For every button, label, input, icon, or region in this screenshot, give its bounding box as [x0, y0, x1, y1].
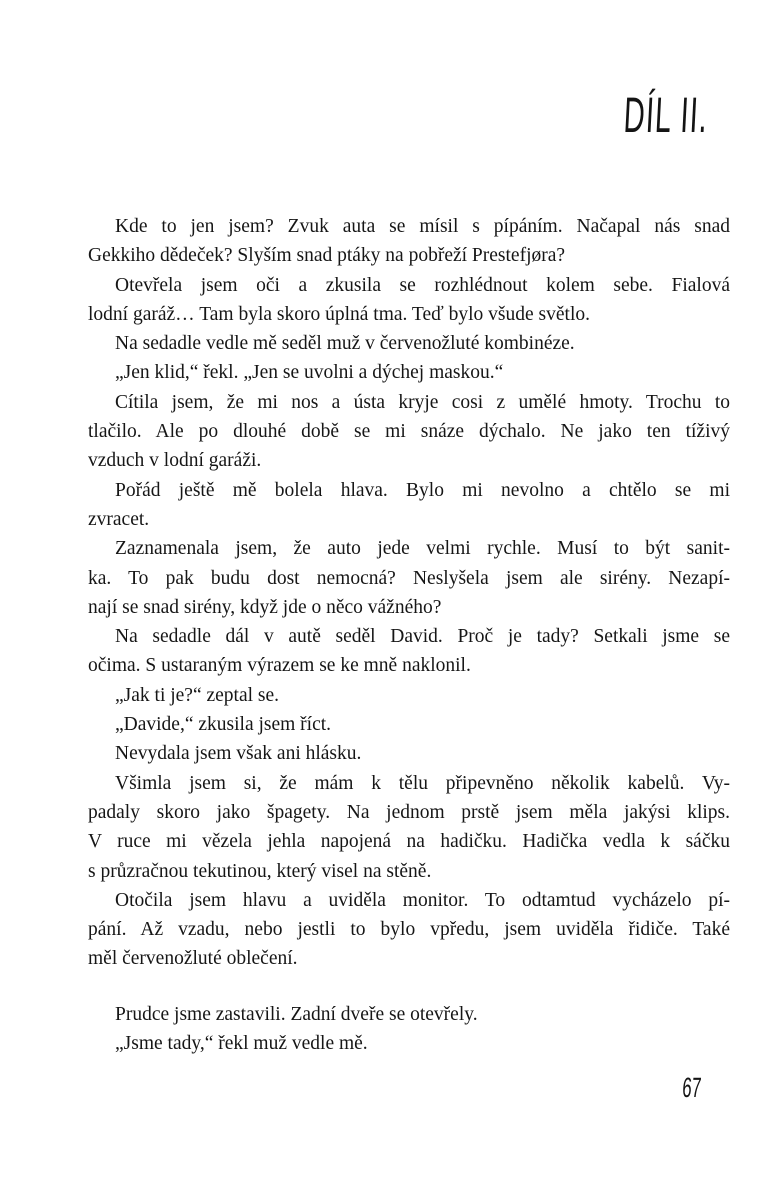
text-line: nají se snad sirény, když jde o něco vážného? — [88, 596, 442, 618]
text-line: Otevřela jsem oči a zkusila se rozhlédnout kolem sebe. Fialová — [115, 274, 730, 296]
text-line: ka. To pak budu dost nemocná? Neslyšela jsem ale sirény. Nezapí- — [88, 567, 730, 589]
body-text — [88, 212, 730, 1058]
text-line: Otočila jsem hlavu a uviděla monitor. To odtamtud vycházelo pí- — [115, 889, 730, 911]
text-line: Cítila jsem, že mi nos a ústa kryje cosi z umělé hmoty. Trochu to — [115, 391, 730, 413]
text-line: vzduch v lodní garáži. — [88, 450, 262, 472]
text-line: Na sedadle dál v autě seděl David. Proč je tady? Setkali jsme se — [115, 626, 730, 648]
text-line: měl červenožluté oblečení. — [88, 948, 298, 970]
text-line: „Davide,“ zkusila jsem říct. — [115, 714, 332, 736]
part-title: DÍL II. — [622, 87, 711, 143]
text-line: Gekkiho dědeček? Slyším snad ptáky na pobřeží Prestefjøra? — [88, 245, 566, 267]
text-line: zvracet. — [88, 508, 150, 530]
page-number: 67 — [681, 1072, 703, 1103]
text-line: Kde to jen jsem? Zvuk auta se mísil s pípáním. Načapal nás snad — [115, 216, 730, 237]
text-line: V ruce mi vězela jehla napojená na hadičku. Hadička vedla k sáčku — [88, 831, 730, 853]
scene-break-spacer — [88, 974, 730, 1000]
text-line: „Jsme tady,“ řekl muž vedle mě. — [115, 1033, 368, 1055]
text-line: „Jen klid,“ řekl. „Jen se uvolni a dýchej maskou.“ — [115, 362, 504, 384]
text-line: očima. S ustaraným výrazem se ke mně naklonil. — [88, 655, 471, 677]
text-line: „Jak ti je?“ zeptal se. — [115, 684, 280, 706]
text-line: Zaznamenala jsem, že auto jede velmi rychle. Musí to být sanit- — [115, 538, 730, 560]
text-line: s průzračnou tekutinou, který visel na stěně. — [88, 860, 432, 882]
text-line: Pořád ještě mě bolela hlava. Bylo mi nevolno a chtělo se mi — [115, 479, 730, 501]
text-line: lodní garáž… Tam byla skoro úplná tma. Teď bylo všude světlo. — [88, 303, 590, 325]
text-line: Na sedadle vedle mě seděl muž v červenožluté kombinéze. — [115, 333, 575, 355]
text-line: padaly skoro jako špagety. Na jednom prstě jsem měla jakýsi klips. — [88, 801, 730, 823]
text-line: Všimla jsem si, že mám k tělu připevněno několik kabelů. Vy- — [115, 772, 730, 794]
text-line: pání. Až vzadu, nebo jestli to bylo vpředu, jsem uviděla řidiče. Také — [88, 919, 730, 941]
text-line: Prudce jsme zastavili. Zadní dveře se otevřely. — [115, 1003, 478, 1025]
text-line: Nevydala jsem však ani hlásku. — [115, 743, 362, 765]
text-line: tlačilo. Ale po dlouhé době se mi snáze dýchalo. Ne jako ten tíživý — [88, 421, 730, 443]
